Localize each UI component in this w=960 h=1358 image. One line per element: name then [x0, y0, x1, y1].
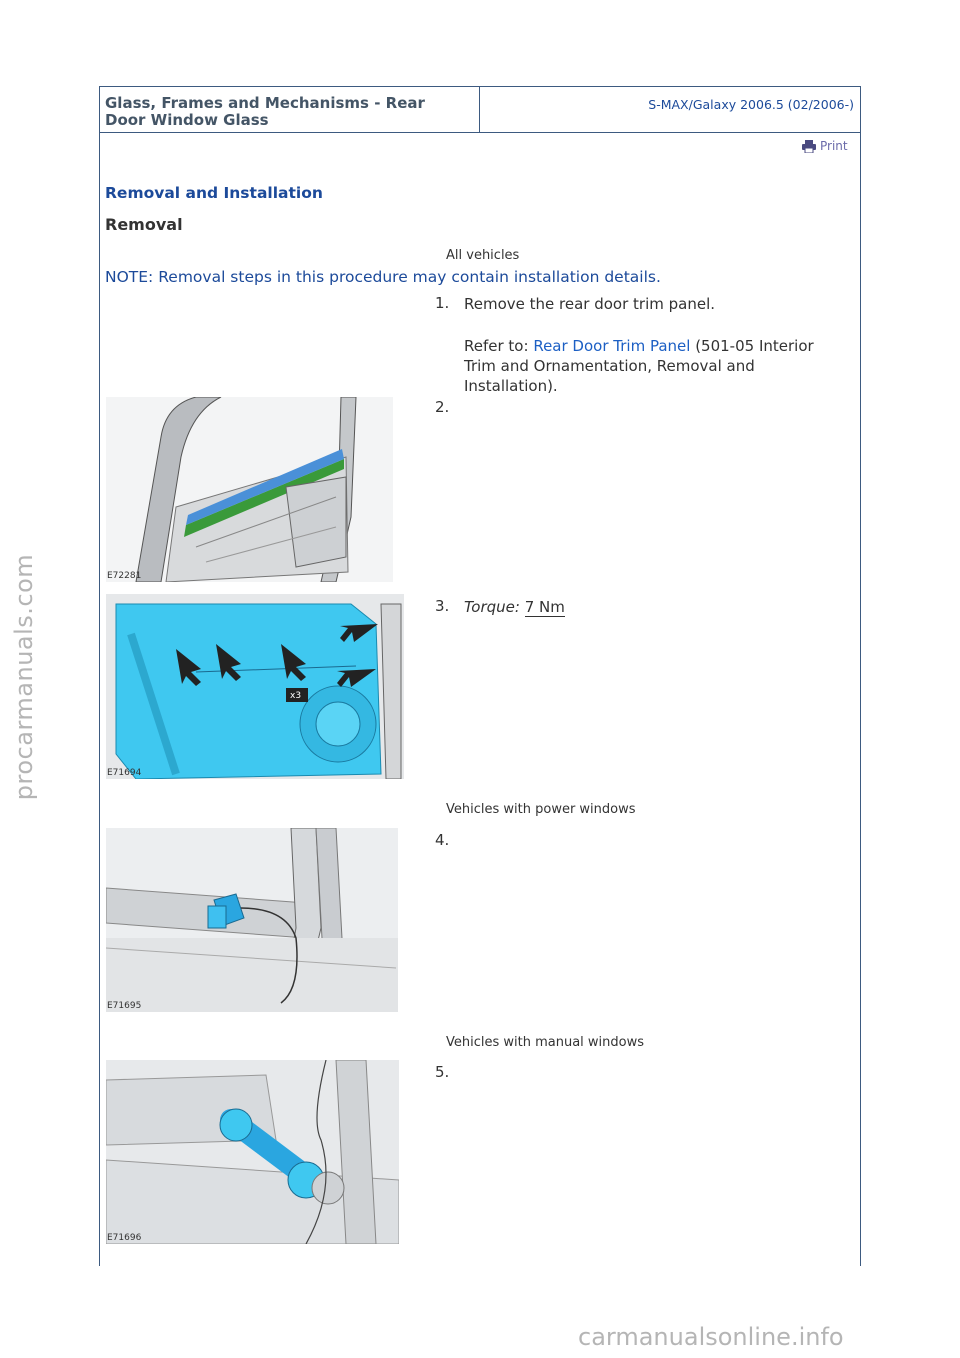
- title-line-2: Door Window Glass: [105, 111, 269, 129]
- figure-e71694: [106, 594, 404, 779]
- step-5-number: 5.: [435, 1063, 450, 1081]
- figure-label: E71696: [107, 1233, 142, 1243]
- ref-prefix: Refer to:: [464, 337, 529, 355]
- step-1-text: Remove the rear door trim panel.: [464, 295, 716, 313]
- subhead-power-windows: Vehicles with power windows: [446, 802, 636, 817]
- watermark-bottom: carmanualsonline.info: [578, 1323, 844, 1351]
- print-button[interactable]: [802, 139, 848, 153]
- document-title: [105, 95, 475, 129]
- document-header: [99, 86, 861, 133]
- torque-value: 7 Nm: [524, 598, 565, 616]
- step-2-number: 2.: [435, 398, 450, 416]
- title-line-1: Glass, Frames and Mechanisms - Rear: [105, 94, 425, 112]
- torque-label: Torque:: [464, 598, 520, 616]
- step-3-torque: [464, 597, 849, 617]
- ref-suffix: (501-05 Interior Trim and Ornamentation, Removal and Installation).: [464, 337, 814, 395]
- figure-e71696: [106, 1060, 399, 1244]
- header-divider: [479, 87, 480, 132]
- subhead-all-vehicles: All vehicles: [446, 248, 520, 263]
- step-1-number: 1.: [435, 294, 450, 312]
- section-title: Removal and Installation: [105, 184, 323, 202]
- rear-door-trim-panel-link[interactable]: Rear Door Trim Panel: [533, 337, 691, 355]
- printer-icon: [802, 140, 816, 153]
- print-label: Print: [820, 139, 848, 153]
- figure-label: E71694: [107, 768, 142, 778]
- watermark-side: procarmanuals.com: [10, 553, 38, 801]
- figure-e71695: [106, 828, 398, 1012]
- step-3-number: 3.: [435, 597, 450, 615]
- vehicle-model: S-MAX/Galaxy 2006.5 (02/2006-): [648, 97, 854, 112]
- figure-label: E71695: [107, 1001, 142, 1011]
- removal-heading: Removal: [105, 215, 183, 234]
- figure-e72281: [106, 397, 393, 582]
- subhead-manual-windows: Vehicles with manual windows: [446, 1035, 645, 1050]
- step-1-reference: [464, 336, 849, 396]
- step-4-number: 4.: [435, 831, 450, 849]
- callout-x3: x3: [290, 691, 302, 701]
- figure-label: E72281: [107, 571, 142, 581]
- note-text: NOTE: Removal steps in this procedure may contain installation details.: [105, 268, 661, 286]
